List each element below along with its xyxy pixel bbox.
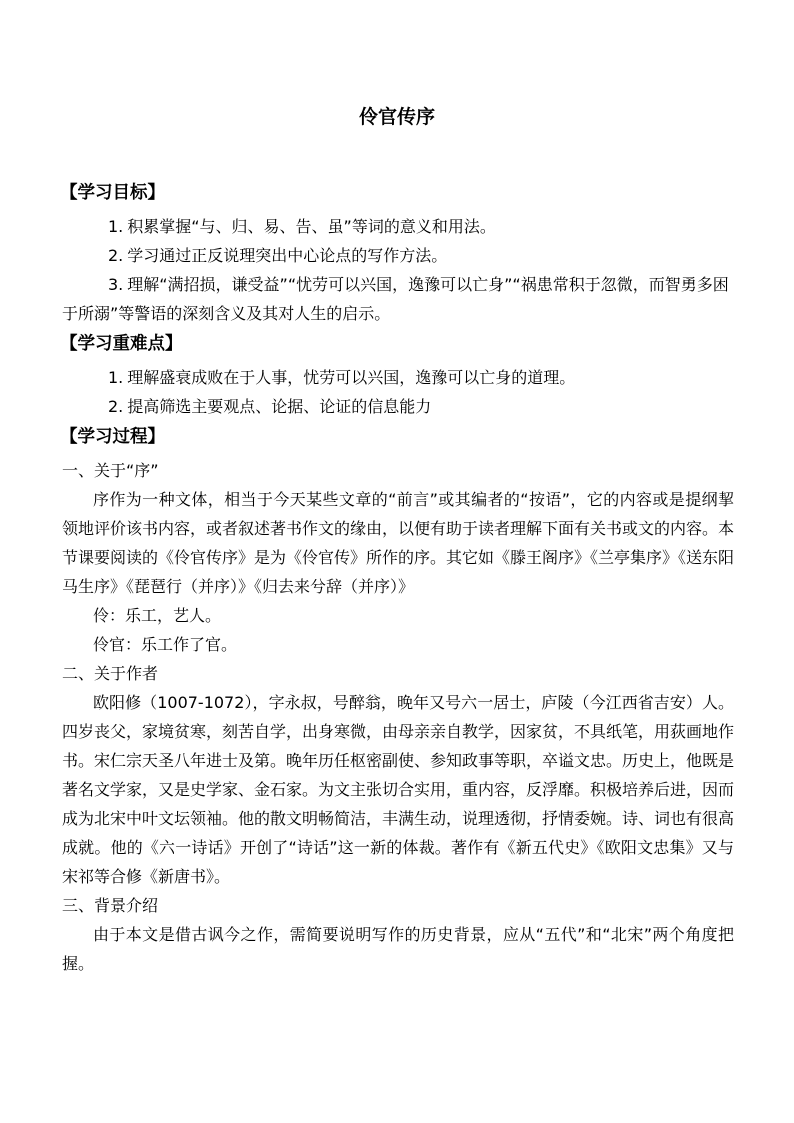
document-title: 伶官传序	[358, 106, 435, 128]
paragraph-background: 由于本文是借古讽今之作，需简要说明写作的历史背景，应从“五代”和“北宋”两个角度把握。	[62, 925, 734, 973]
paragraph-author-bio: 欧阳修（1007-1072），字永叔，号醉翁，晚年又号六一居士，庐陵（今江西省吉安）人。四岁丧父，家境贫寒，刻苦自学，出身寒微，由母亲亲自教学，因家贫，不具纸笔，用荻画地作书。宋仁宗天圣八年进士及第。晚年历任枢密副使、参知政事等职，卒谥文忠。历史上，他既是著名文学家，又是史学家、金石家。为文主张切合实用，重内容，反浮靡。积极培养后进，因而成为北宋中叶文坛领袖。他的散文明畅简洁，丰满生动，说理透彻，抒情委婉。诗、词也有很高成就。他的《六一诗话》开创了“诗话”这一新的体裁。著作有《新五代史》《欧阳文忠集》又与宋祁等合修《新唐书》。	[62, 693, 735, 886]
paragraph-lingguan-definition: 伶官：乐工作了官。	[93, 635, 238, 654]
paragraph-ling-definition: 伶：乐工，艺人。	[93, 606, 222, 625]
section-heading-key-points: 【学习重难点】	[60, 334, 183, 354]
key-point-item: 2. 提高筛选主要观点、论据、论证的信息能力	[108, 397, 432, 416]
goal-item: 1. 积累掌握“与、归、易、告、虽”等词的意义和用法。	[108, 217, 496, 236]
document-body	[62, 177, 734, 978]
subsection-title-background: 三、背景介绍	[62, 896, 159, 915]
goals-list	[62, 212, 734, 328]
goal-item: 2. 学习通过正反说理突出中心论点的写作方法。	[108, 246, 448, 265]
key-point-item: 1. 理解盛衰成败在于人事，忧劳可以兴国，逸豫可以亡身的道理。	[108, 368, 576, 387]
goal-item: 3. 理解“满招损，谦受益”“忧劳可以兴国，逸豫可以亡身”“祸患常积于忽微，而智勇多困于所溺”等警语的深刻含义及其对人生的启示。	[62, 275, 729, 323]
paragraph-preface-intro: 序作为一种文体，相当于今天某些文章的“前言”或其编者的“按语”，它的内容或是提纲挈领地评价该书内容，或者叙述著书作文的缘由，以便有助于读者理解下面有关书或文的内容。本节课要阅读的《伶官传序》是为《伶官传》所作的序。其它如《滕王阁序》《兰亭集序》《送东阳马生序》《琵琶行（并序）》《归去来兮辞（并序）》	[62, 490, 735, 596]
subsection-title-author: 二、关于作者	[62, 664, 159, 683]
section-heading-process: 【学习过程】	[60, 427, 165, 447]
subsection-title-preface: 一、关于“序”	[62, 461, 159, 480]
section-heading-goals: 【学习目标】	[60, 183, 165, 203]
key-points-list	[62, 363, 734, 421]
